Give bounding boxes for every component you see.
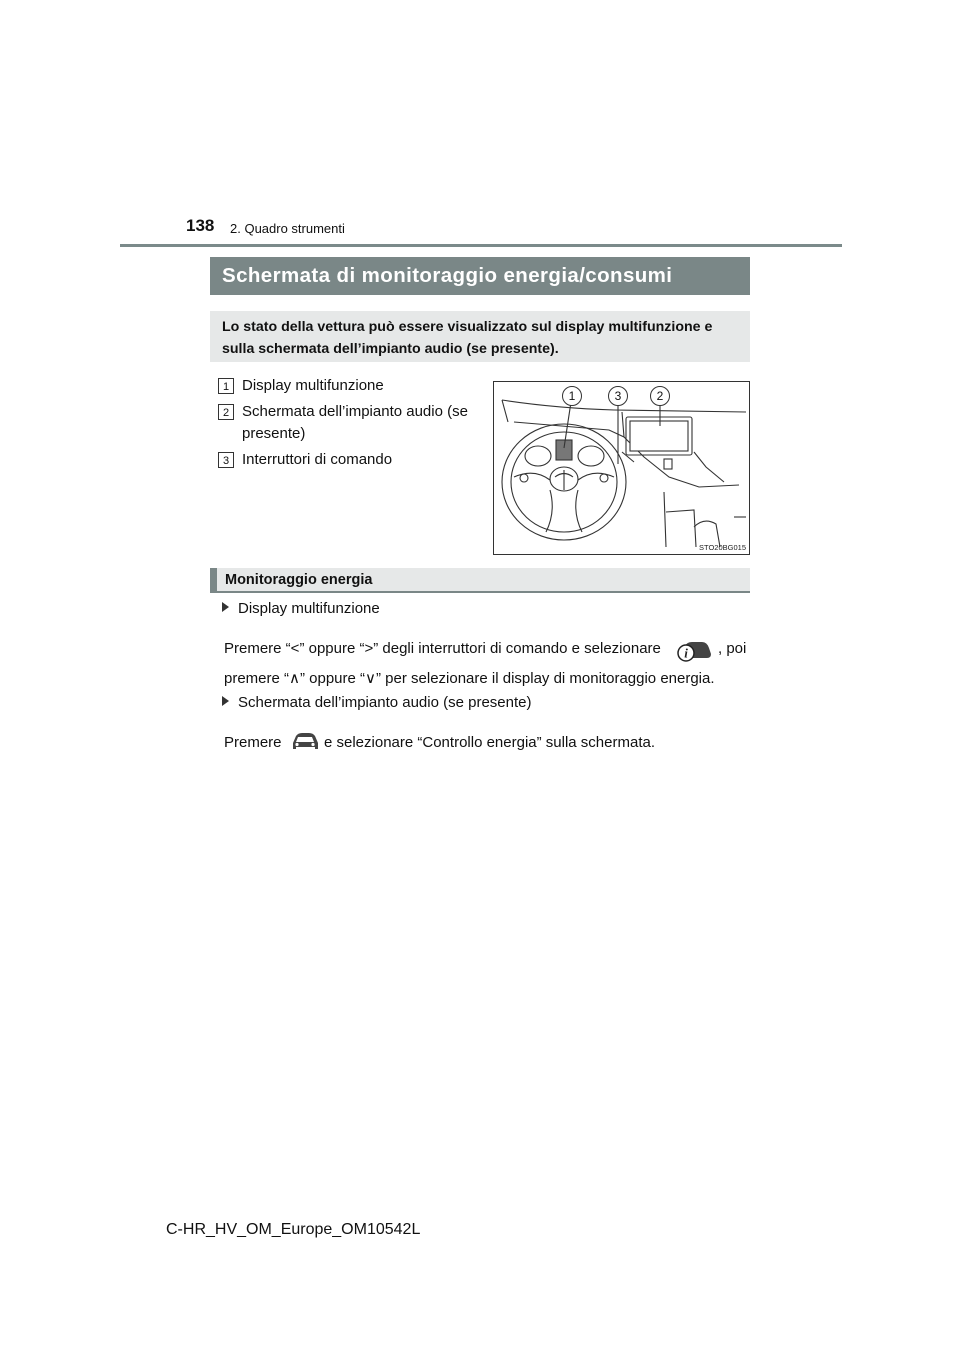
- page-title: Schermata di monitoraggio energia/consumi: [210, 257, 750, 295]
- callout-label: Interruttori di comando: [242, 451, 393, 468]
- callout-label: Display multifunzione: [242, 377, 384, 394]
- callout-number: 1: [218, 378, 234, 394]
- triangle-bullet-icon: [222, 602, 229, 612]
- svg-text:i: i: [684, 645, 688, 661]
- dashboard-drawing: [494, 382, 749, 554]
- figure-marker-3: 3: [608, 386, 628, 406]
- bullet-label: Display multifunzione: [238, 600, 380, 617]
- footer-document-code: C-HR_HV_OM_Europe_OM10542L: [166, 1221, 421, 1238]
- intro-box: Lo stato della vettura può essere visualizzato sul display multifunzione e sulla schermata dell’impianto audio (se presente).: [210, 311, 750, 362]
- instruction-text-tail: , poi: [718, 640, 747, 657]
- car-icon: [290, 730, 320, 757]
- page-number: 138: [186, 216, 215, 235]
- bullet-audio-screen: [222, 694, 532, 711]
- instruction-press-text: Premere: [224, 734, 282, 751]
- instruction-line-2: premere “∧” oppure “∨” per selezionare il display di monitoraggio energia.: [224, 670, 715, 687]
- callout-item-3: [218, 449, 488, 471]
- bullet-multifunction: [222, 600, 380, 617]
- callout-label: Schermata dell’impianto audio (se presente): [242, 403, 468, 442]
- figure-marker-1: 1: [562, 386, 582, 406]
- subsection-heading: Monitoraggio energia: [210, 568, 750, 593]
- bullet-label: Schermata dell’impianto audio (se presente): [238, 694, 532, 711]
- info-icon: [676, 636, 712, 667]
- figure-marker-2: 2: [650, 386, 670, 406]
- instruction-select-text: e selezionare “Controllo energia” sulla schermata.: [324, 734, 655, 751]
- callout-item-2: [218, 401, 490, 445]
- instruction-line-1: [224, 640, 661, 657]
- running-header: 2. Quadro strumenti: [230, 221, 345, 236]
- figure-code: STO20BG015: [699, 543, 746, 552]
- callout-number: 2: [218, 404, 234, 420]
- callout-number: 3: [218, 452, 234, 468]
- instruction-text: Premere “<” oppure “>” degli interruttori di comando e selezionare: [224, 640, 661, 657]
- header-rule: [120, 244, 842, 247]
- triangle-bullet-icon: [222, 696, 229, 706]
- callout-item-1: [218, 375, 488, 397]
- dashboard-illustration: [493, 381, 750, 555]
